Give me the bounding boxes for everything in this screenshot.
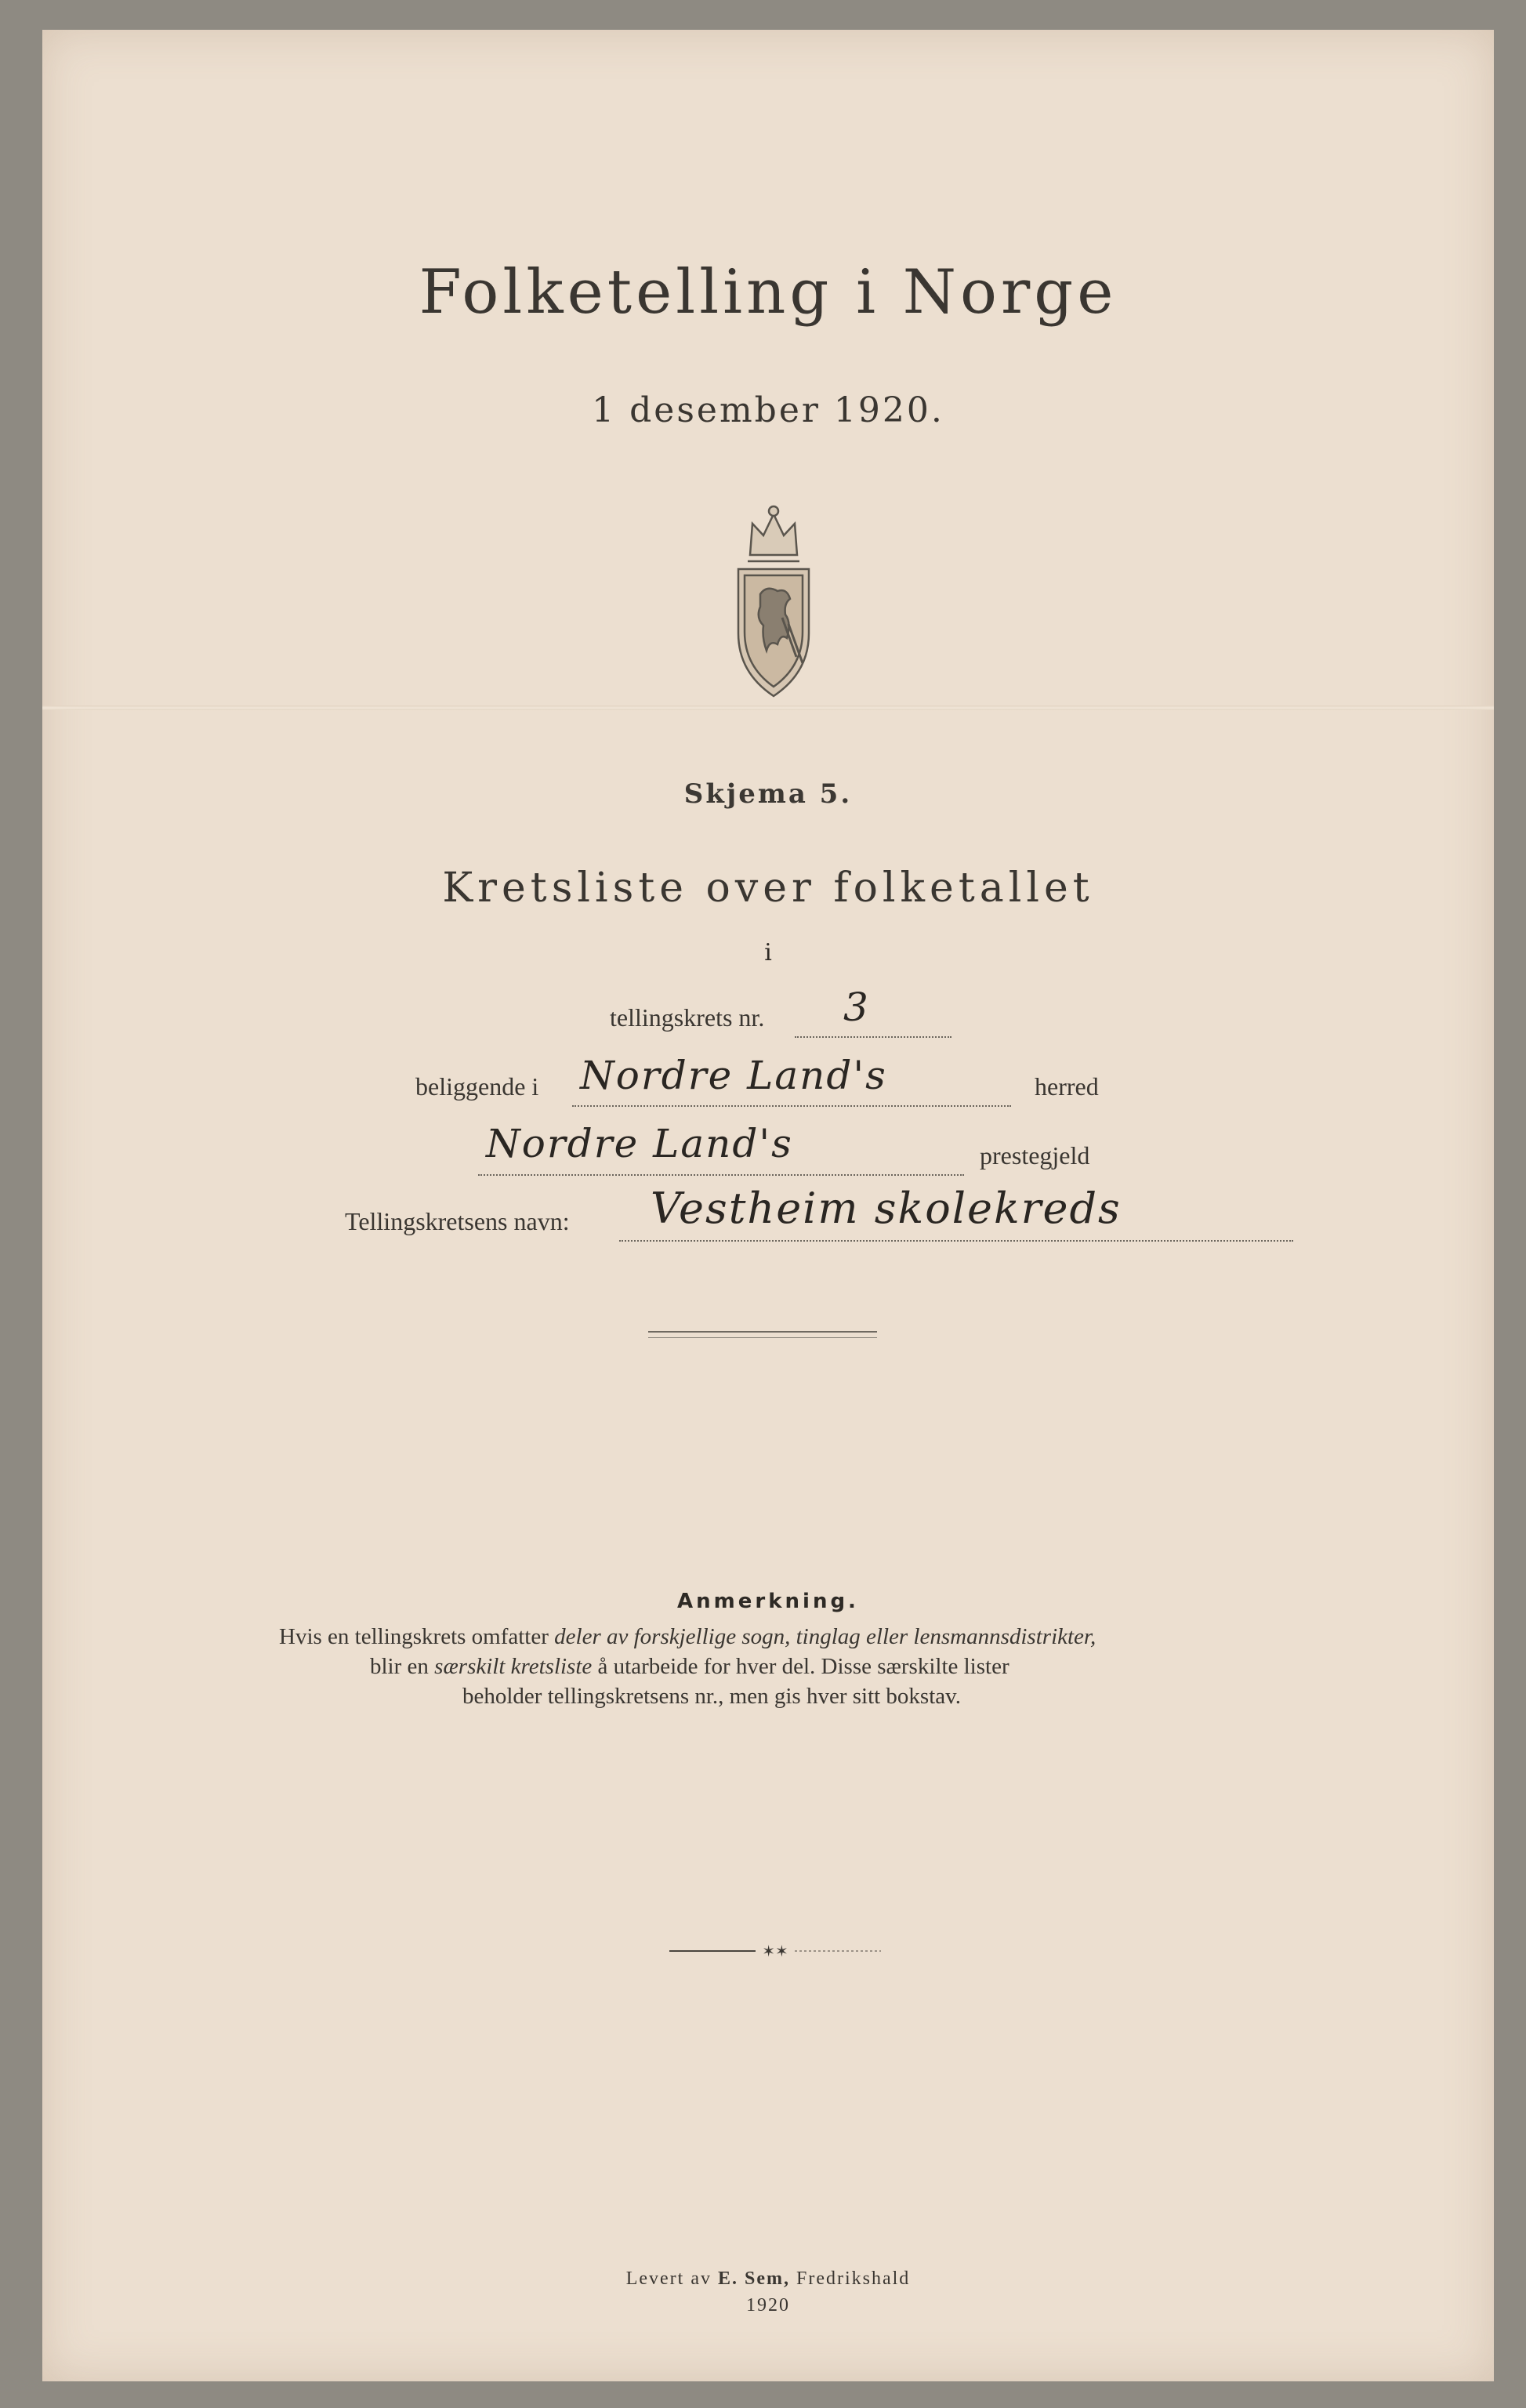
census-form-page xyxy=(42,30,1494,2381)
kretsnavn-line xyxy=(619,1240,1293,1242)
prestegjeld-value: Nordre Land's xyxy=(486,1121,793,1166)
prestegjeld-line xyxy=(478,1174,964,1176)
beliggende-value: Nordre Land's xyxy=(580,1053,887,1098)
note-line-3: beholder tellingskretsens nr., men gis hver sitt bokstav. xyxy=(462,1684,962,1709)
printer-line: Levert av E. Sem, Fredrikshald xyxy=(625,2268,911,2289)
note-line-2: blir en særskilt kretsliste å utarbeide for hver del. Disse særskilte lister xyxy=(370,1654,1009,1679)
beliggende-label: beliggende i xyxy=(415,1072,539,1101)
note-title: Anmerkning. xyxy=(677,1590,859,1613)
note-line-1: Hvis en tellingskrets omfatter deler av forskjellige sogn, tinglag eller lensmannsdistrikter, xyxy=(279,1624,1096,1649)
svg-text:✶✶: ✶✶ xyxy=(762,1942,788,1960)
page-fold xyxy=(42,705,1494,710)
divider-rule-thin xyxy=(648,1337,877,1338)
document-date: 1 desember 1920. xyxy=(592,390,944,430)
divider-rule xyxy=(648,1331,877,1333)
tellingskrets-line xyxy=(795,1036,951,1038)
ornament-divider-icon xyxy=(669,1939,881,1963)
prestegjeld-label: prestegjeld xyxy=(980,1141,1090,1170)
tellingskrets-value: 3 xyxy=(843,985,870,1030)
kretsnavn-label: Tellingskretsens navn: xyxy=(345,1207,570,1235)
printer-year: 1920 xyxy=(746,2295,790,2316)
form-heading: Kretsliste over folketallet xyxy=(442,865,1094,912)
tellingskrets-label: tellingskrets nr. xyxy=(610,1003,765,1032)
norwegian-coat-of-arms-icon xyxy=(715,500,832,704)
kretsnavn-value: Vestheim skolekreds xyxy=(651,1184,1122,1233)
document-title: Folketelling i Norge xyxy=(419,257,1118,328)
form-number: Skjema 5. xyxy=(683,778,853,810)
beliggende-line xyxy=(572,1105,1011,1107)
heading-connector: i xyxy=(764,939,772,966)
herred-label: herred xyxy=(1035,1072,1099,1101)
